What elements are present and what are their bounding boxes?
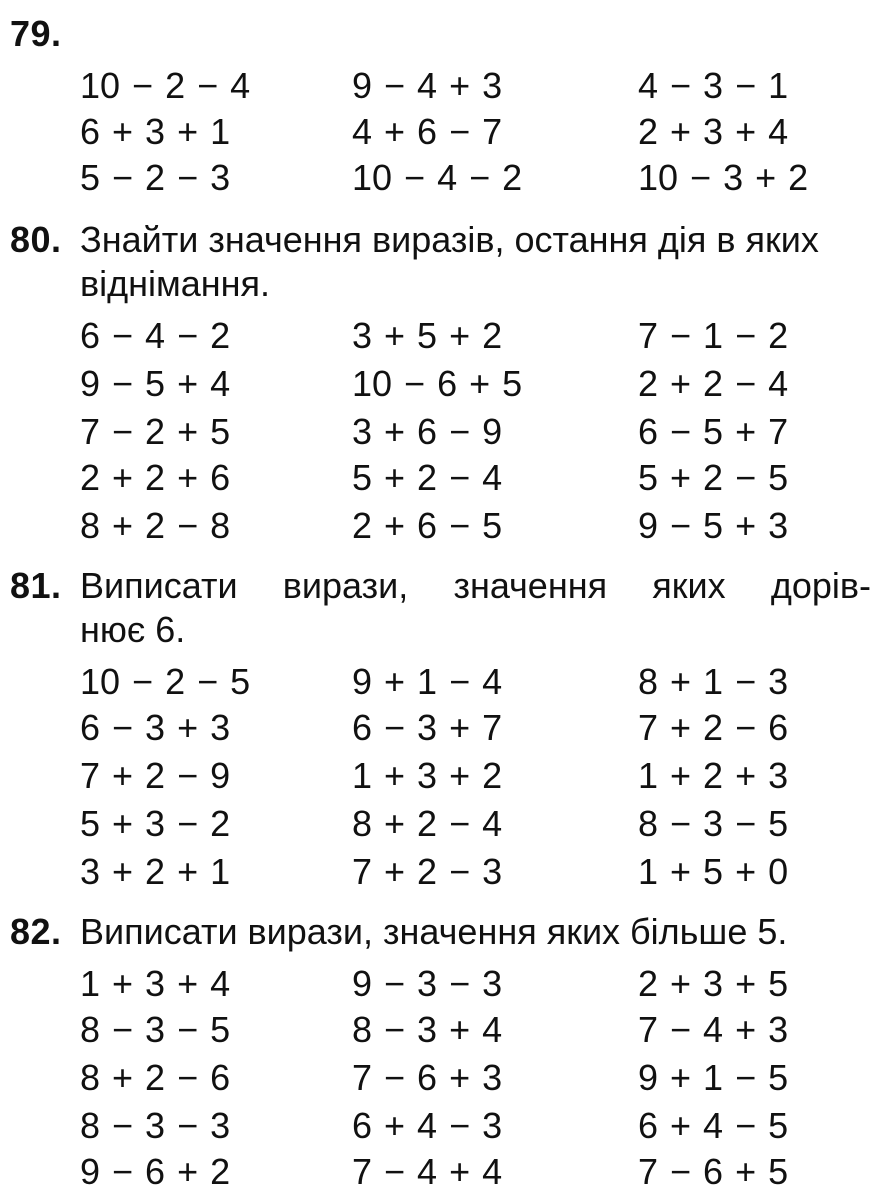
expression: 7 − 1 − 2 xyxy=(638,315,789,356)
exercise-instruction xyxy=(80,218,871,306)
expression-row xyxy=(0,64,877,110)
instruction-line: віднімання. xyxy=(80,263,271,304)
expression: 4 − 3 − 1 xyxy=(638,65,789,106)
expression: 8 + 1 − 3 xyxy=(638,661,789,702)
expression: 6 − 4 − 2 xyxy=(80,315,231,356)
expression: 1 + 5 + 0 xyxy=(638,851,789,892)
instruction-line: Знайти значення виразів, остання дія в яких xyxy=(80,219,819,260)
expression: 2 + 3 + 5 xyxy=(638,963,789,1004)
expression: 2 + 3 + 4 xyxy=(638,111,789,152)
expression-row xyxy=(0,110,877,156)
expression-row xyxy=(0,504,877,550)
expression: 1 + 3 + 4 xyxy=(80,963,231,1004)
expression: 6 − 3 + 3 xyxy=(80,707,231,748)
expression: 7 + 2 − 3 xyxy=(352,851,503,892)
expression: 7 − 6 + 5 xyxy=(638,1151,789,1192)
instruction-line: Виписати вирази, значення яких дорів- xyxy=(80,565,871,606)
exercise-number: 82. xyxy=(10,911,62,952)
expression: 10 − 3 + 2 xyxy=(638,157,809,198)
expression: 7 + 2 − 6 xyxy=(638,707,789,748)
expression: 3 + 6 − 9 xyxy=(352,411,503,452)
expression-row xyxy=(0,314,877,360)
expression-row xyxy=(0,410,877,456)
expression: 9 + 1 − 4 xyxy=(352,661,503,702)
expression-row xyxy=(0,802,877,848)
expression: 7 + 2 − 9 xyxy=(80,755,231,796)
expression: 5 + 2 − 5 xyxy=(638,457,789,498)
expression: 6 + 3 + 1 xyxy=(80,111,231,152)
expression-row xyxy=(0,1056,877,1102)
expression: 9 − 5 + 3 xyxy=(638,505,789,546)
expression-row xyxy=(0,706,877,752)
expression-row xyxy=(0,1008,877,1054)
expression: 1 + 3 + 2 xyxy=(352,755,503,796)
expression: 7 − 2 + 5 xyxy=(80,411,231,452)
expression: 8 + 2 − 4 xyxy=(352,803,503,844)
expression: 2 + 2 − 4 xyxy=(638,363,789,404)
exercise-number: 81. xyxy=(10,565,62,606)
exercise-number: 79. xyxy=(10,13,62,54)
expression-row xyxy=(0,156,877,202)
expression: 8 − 3 − 5 xyxy=(638,803,789,844)
expression: 10 − 4 − 2 xyxy=(352,157,523,198)
expression: 10 − 2 − 4 xyxy=(80,65,251,106)
expression-row xyxy=(0,362,877,408)
expression: 1 + 2 + 3 xyxy=(638,755,789,796)
expression: 9 − 3 − 3 xyxy=(352,963,503,1004)
expression: 10 − 2 − 5 xyxy=(80,661,251,702)
expression: 8 + 2 − 8 xyxy=(80,505,231,546)
expression: 8 − 3 − 5 xyxy=(80,1009,231,1050)
expression: 7 − 6 + 3 xyxy=(352,1057,503,1098)
expression: 2 + 6 − 5 xyxy=(352,505,503,546)
expression: 6 + 4 − 5 xyxy=(638,1105,789,1146)
expression-row xyxy=(0,962,877,1008)
expression-row xyxy=(0,660,877,706)
expression: 3 + 2 + 1 xyxy=(80,851,231,892)
expression: 9 − 4 + 3 xyxy=(352,65,503,106)
exercise-number: 80. xyxy=(10,219,62,260)
expression-row xyxy=(0,456,877,502)
expression: 7 − 4 + 3 xyxy=(638,1009,789,1050)
expression: 8 − 3 − 3 xyxy=(80,1105,231,1146)
expression: 7 − 4 + 4 xyxy=(352,1151,503,1192)
exercise-instruction xyxy=(80,564,871,652)
expression: 9 − 6 + 2 xyxy=(80,1151,231,1192)
expression-row xyxy=(0,754,877,800)
expression-row xyxy=(0,1104,877,1150)
expression: 10 − 6 + 5 xyxy=(352,363,523,404)
expression-row xyxy=(0,1150,877,1196)
expression: 9 − 5 + 4 xyxy=(80,363,231,404)
expression: 4 + 6 − 7 xyxy=(352,111,503,152)
expression-row xyxy=(0,850,877,896)
instruction-line: нює 6. xyxy=(80,609,186,650)
expression: 8 + 2 − 6 xyxy=(80,1057,231,1098)
expression: 2 + 2 + 6 xyxy=(80,457,231,498)
expression: 6 − 5 + 7 xyxy=(638,411,789,452)
expression: 6 + 4 − 3 xyxy=(352,1105,503,1146)
expression: 5 + 3 − 2 xyxy=(80,803,231,844)
instruction-line: Виписати вирази, значення яких більше 5. xyxy=(80,911,788,952)
expression: 5 − 2 − 3 xyxy=(80,157,231,198)
expression: 9 + 1 − 5 xyxy=(638,1057,789,1098)
expression: 8 − 3 + 4 xyxy=(352,1009,503,1050)
exercise-instruction xyxy=(80,910,871,954)
expression: 6 − 3 + 7 xyxy=(352,707,503,748)
expression: 3 + 5 + 2 xyxy=(352,315,503,356)
expression: 5 + 2 − 4 xyxy=(352,457,503,498)
